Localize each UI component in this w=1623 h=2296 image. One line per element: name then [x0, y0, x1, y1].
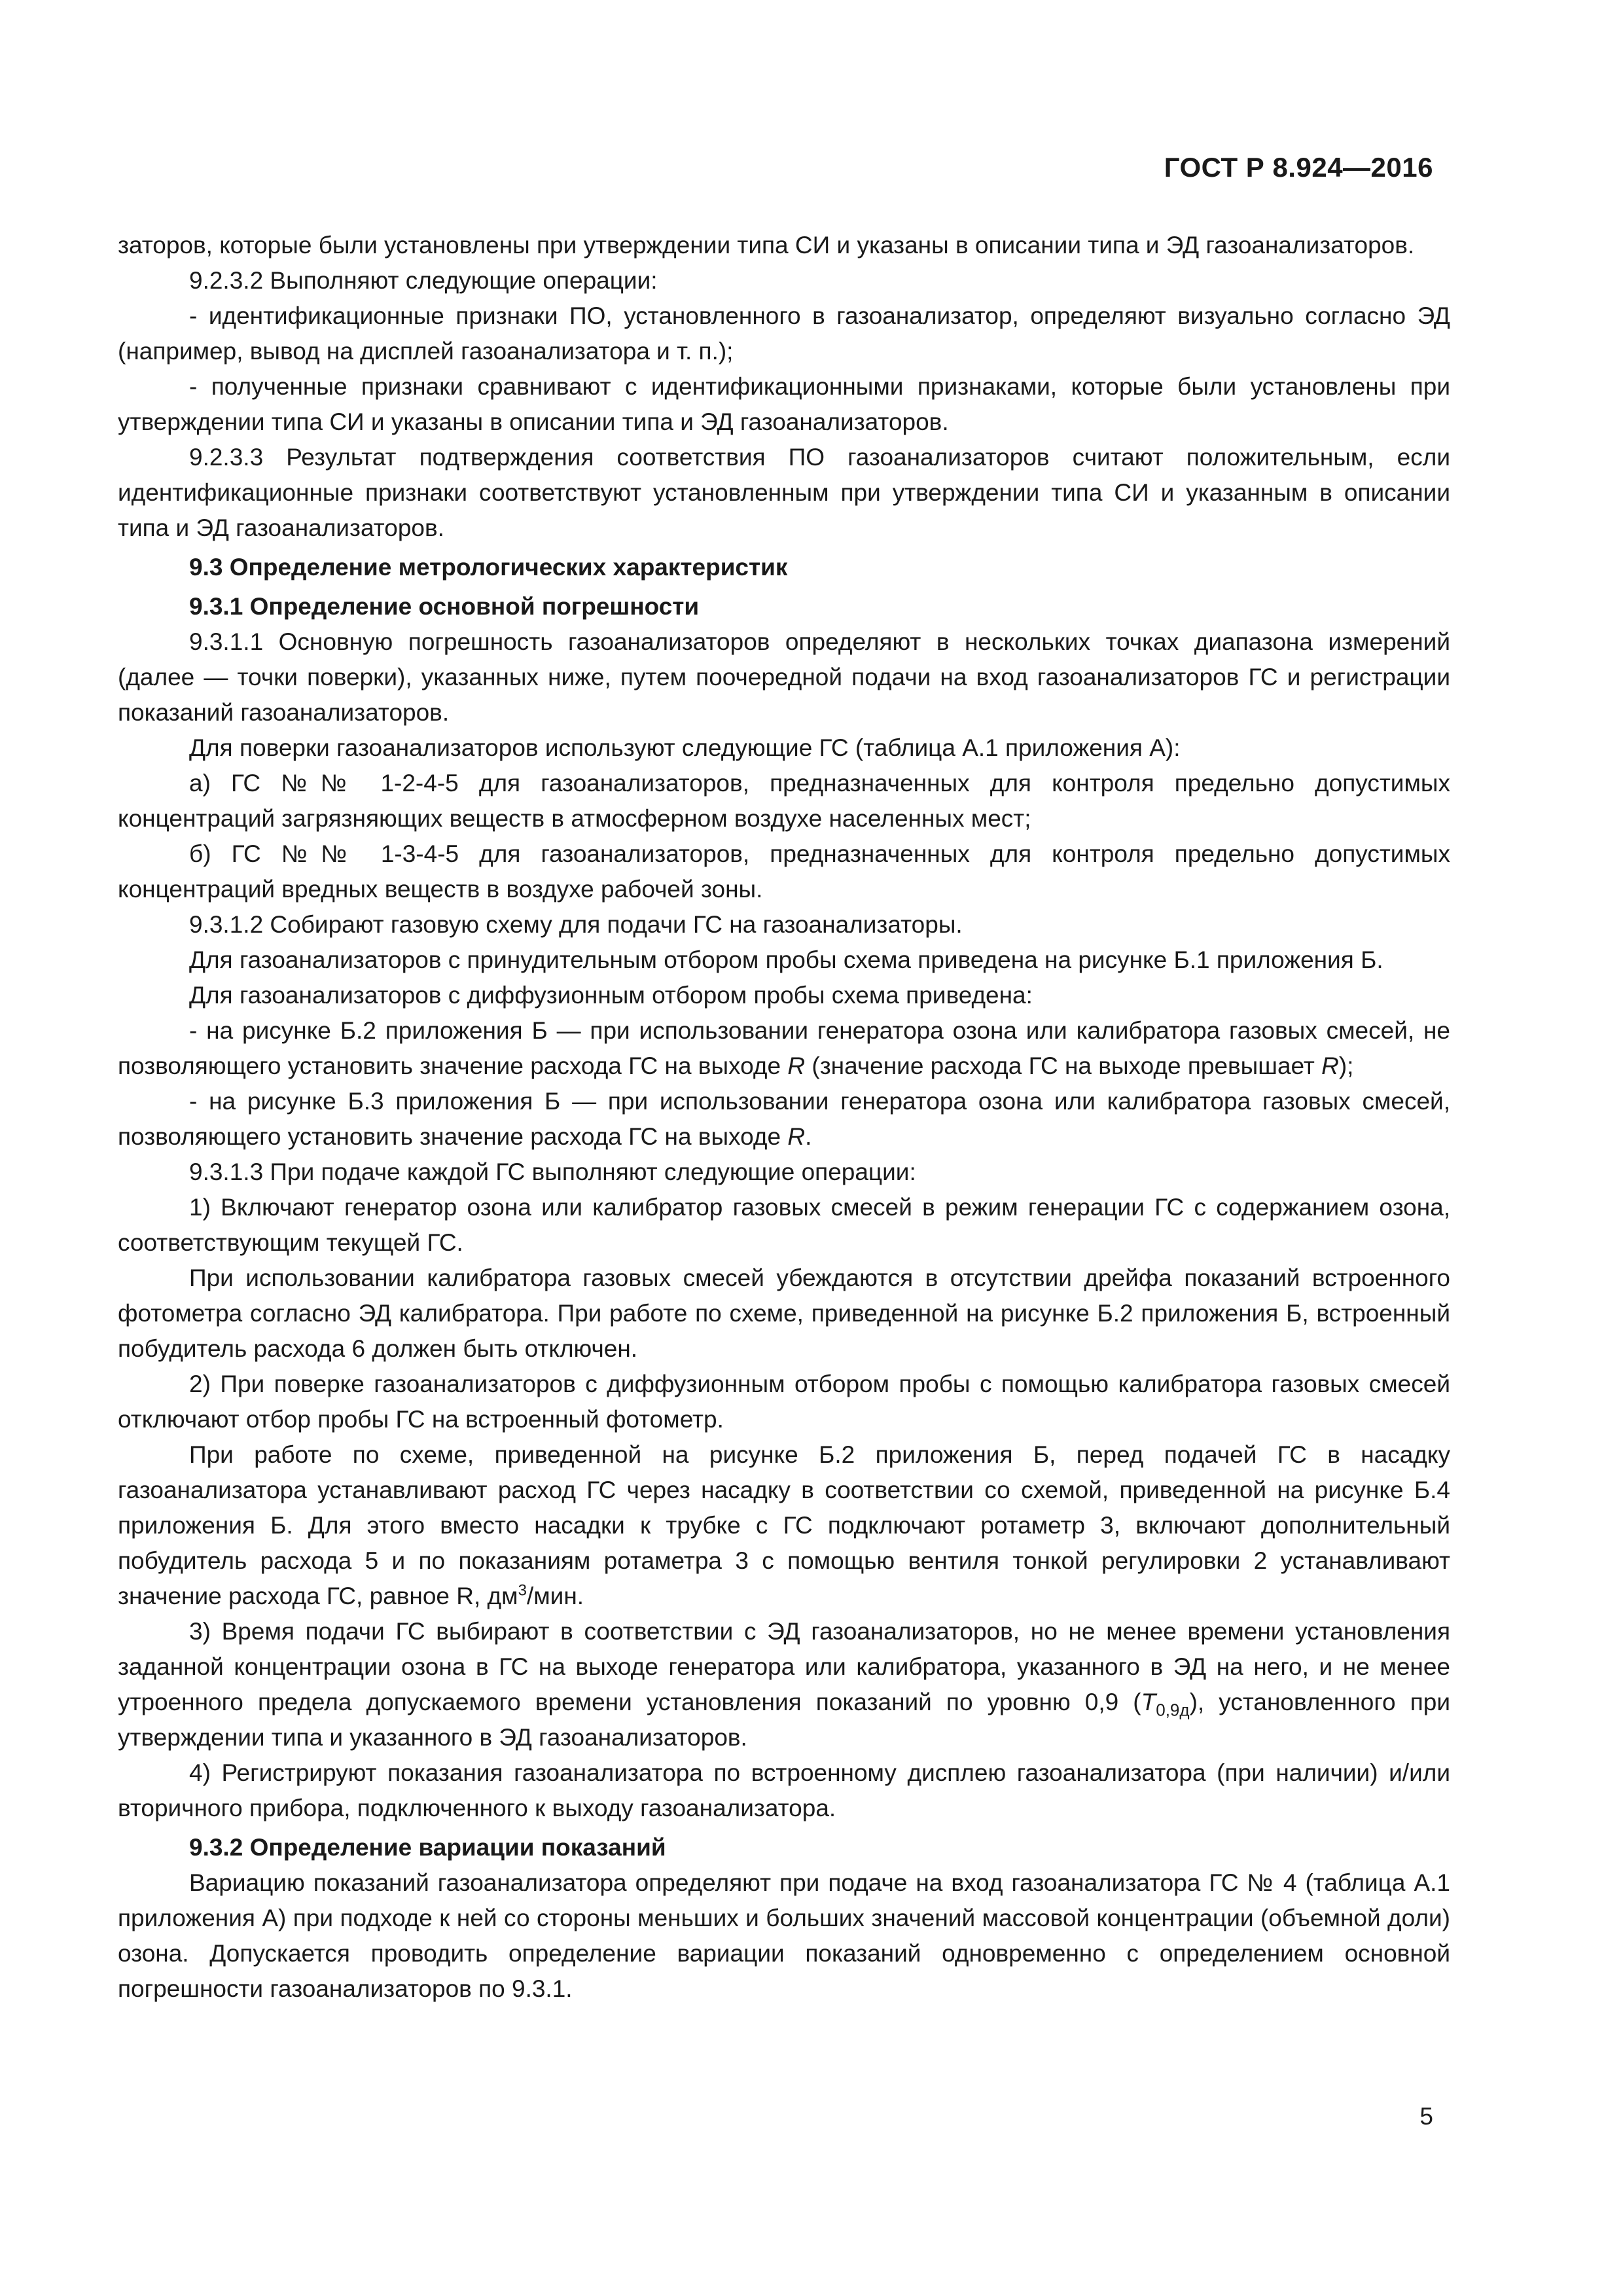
list-item: 1) Включают генератор озона или калибратор газовых смесей в режим генерации ГС с содержанием озона, соответствующим текущей ГС. [118, 1194, 1450, 1256]
list-item [118, 1013, 1450, 1084]
document-header: ГОСТ Р 8.924—2016 [1164, 152, 1433, 183]
text-run: При работе по схеме, приведенной на рисунке Б.2 приложения Б, перед подачей ГС в насадку газоанализатора устанавливают расход ГС через насадку в соответствии со схемой, приведенной на рисунке Б.4 приложения Б. Для этого вместо насадки к трубке с ГС подключают ротаметр 3, включают дополнительный побудитель расхода 5 и по показаниям ротаметра 3 с помощью вентиля тонкой регулировки 2 устанавливают значение расхода ГС, равное R, дм [118, 1441, 1450, 1609]
paragraph: Для газоанализаторов с принудительным отбором пробы схема приведена на рисунке Б.1 приложения Б. [189, 946, 1383, 973]
paragraph: 9.2.3.3 Результат подтверждения соответствия ПО газоанализаторов считают положительным, если идентификационные признаки соответствуют установленным при утверждении типа СИ и указанным в описании типа и ЭД газоанализаторов. [118, 444, 1450, 541]
variable-r: R [1321, 1052, 1339, 1079]
section-heading: 9.3 Определение метрологических характеристик [189, 554, 788, 581]
paragraph: заторов, которые были установлены при утверждении типа СИ и указаны в описании типа и ЭД газоанализаторов. [118, 232, 1415, 259]
text-run: - на рисунке Б.3 приложения Б — при использовании генератора озона или калибратора газовых смесей, позволяющего установить значение расхода ГС на выходе [118, 1088, 1450, 1150]
list-item: а) ГС №№ 1-2-4-5 для газоанализаторов, предназначенных для контроля предельно допустимых концентраций загрязняющих веществ в атмосферном воздухе населенных мест; [118, 770, 1450, 832]
variable-r: R [787, 1052, 806, 1079]
text-run: /мин. [526, 1583, 584, 1609]
paragraph: 9.3.1.3 При подаче каждой ГС выполняют следующие операции: [189, 1158, 916, 1185]
text-run: ), установленного при утверждении типа и указанного в ЭД газоанализаторов. [118, 1689, 1450, 1751]
page-number: 5 [1419, 2103, 1433, 2130]
text-run: ); [1338, 1052, 1354, 1079]
paragraph: При использовании калибратора газовых смесей убеждаются в отсутствии дрейфа показаний встроенного фотометра согласно ЭД калибратора. При работе по схеме, приведенной на рисунке Б.2 приложения Б, встроенный побудитель расхода 6 должен быть отключен. [118, 1265, 1450, 1362]
paragraph: Вариацию показаний газоанализатора определяют при подаче на вход газоанализатора ГС № 4 (таблица А.1 приложения А) при подходе к ней со стороны меньших и больших значений массовой концентрации (объемной доли) озона. Допускается проводить определение вариации показаний одновременно с определением основной погрешности газоанализаторов по 9.3.1. [118, 1869, 1450, 2002]
paragraph [118, 1437, 1450, 1614]
text-run: 3) Время подачи ГС выбирают в соответствии с ЭД газоанализаторов, но не менее времени установления заданной концентрации озона в ГС на выходе генератора или калибратора, указанного в ЭД на него, и не менее утроенного предела допускаемого времени установления показаний по уровню 0,9 ( [118, 1618, 1450, 1715]
paragraph: Для поверки газоанализаторов используют следующие ГС (таблица А.1 приложения А): [189, 734, 1181, 761]
subsection-heading: 9.3.1 Определение основной погрешности [189, 593, 700, 620]
list-item: 4) Регистрируют показания газоанализатора по встроенному дисплею газоанализатора (при наличии) и/или вторичного прибора, подключенного к выходу газоанализатора. [118, 1759, 1450, 1821]
variable-r: R [787, 1123, 806, 1150]
text-run: . [805, 1123, 812, 1150]
variable-t: T [1141, 1689, 1156, 1715]
paragraph: 9.3.1.1 Основную погрешность газоанализаторов определяют в нескольких точках диапазона измерений (далее — точки поверки), указанных ниже, путем поочередной подачи на вход газоанализаторов ГС и регистрации показаний газоанализаторов. [118, 628, 1450, 726]
subscript: 0,9д [1156, 1700, 1190, 1720]
list-item [118, 1614, 1450, 1755]
document-body [118, 228, 1450, 2007]
paragraph: 9.3.1.2 Собирают газовую схему для подачи ГС на газоанализаторы. [189, 911, 963, 938]
list-item: 2) При поверке газоанализаторов с диффузионным отбором пробы с помощью калибратора газовых смесей отключают отбор пробы ГС на встроенный фотометр. [118, 1371, 1450, 1433]
text-run: (значение расхода ГС на выходе превышает [805, 1052, 1322, 1079]
list-item: б) ГС №№ 1-3-4-5 для газоанализаторов, предназначенных для контроля предельно допустимых концентраций вредных веществ в воздухе рабочей зоны. [118, 840, 1450, 903]
subsection-heading: 9.3.2 Определение вариации показаний [189, 1834, 666, 1861]
paragraph: Для газоанализаторов с диффузионным отбором пробы схема приведена: [189, 982, 1033, 1009]
paragraph: 9.2.3.2 Выполняют следующие операции: [189, 267, 658, 294]
list-item: - полученные признаки сравнивают с идентификационными признаками, которые были установлены при утверждении типа СИ и указаны в описании типа и ЭД газоанализаторов. [118, 373, 1450, 435]
superscript: 3 [518, 1581, 527, 1600]
list-item [118, 1084, 1450, 1155]
text-run: - на рисунке Б.2 приложения Б — при использовании генератора озона или калибратора газовых смесей, не позволяющего установить значение расхода ГС на выходе [118, 1017, 1450, 1079]
list-item: - идентификационные признаки ПО, установленного в газоанализатор, определяют визуально согласно ЭД (например, вывод на дисплей газоанализатора и т. п.); [118, 302, 1450, 365]
